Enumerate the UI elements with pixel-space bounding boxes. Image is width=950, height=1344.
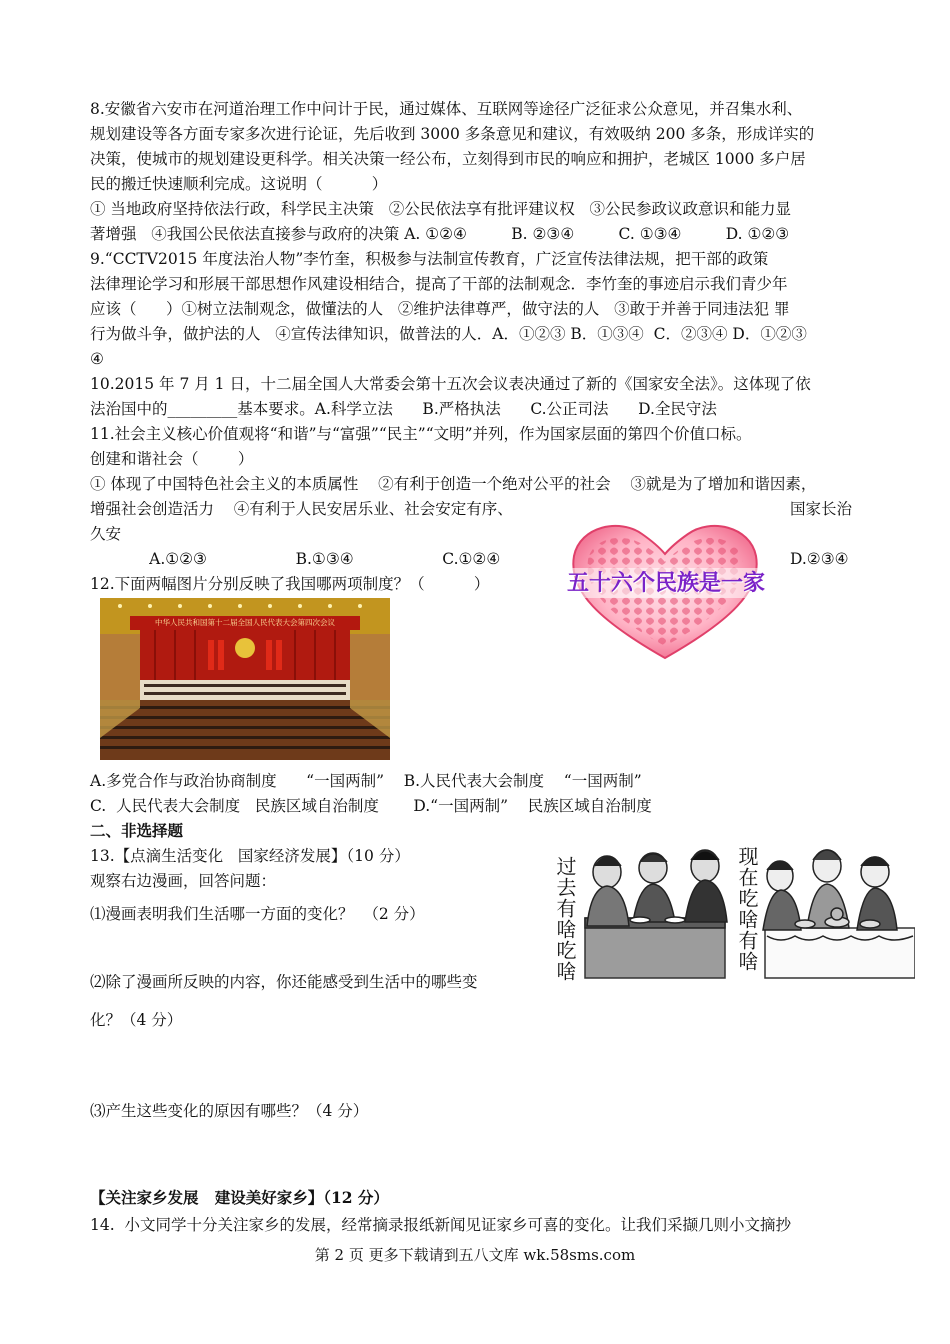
section-two-heading: 二、非选择题 bbox=[90, 821, 184, 840]
cartoon-left-caption: 过去有啥吃啥 bbox=[553, 856, 577, 982]
ethnic-unity-heart-image bbox=[560, 516, 770, 662]
q11-line-4: 增强社会创造活力 ④有利于人民安居乐业、社会安定有序、 bbox=[90, 500, 513, 518]
npc-hall-photo bbox=[100, 598, 390, 760]
q13-part-3: ⑶产生这些变化的原因有哪些？（4 分） bbox=[90, 1102, 369, 1120]
q14-section-heading: 【关注家乡发展 建设美好家乡】（12 分） bbox=[90, 1188, 389, 1207]
q8-line-6: 著增强 ④我国公民依法直接参与政府的决策 A. ①②④ B. ②③④ C. ①③④ D. ①②③ bbox=[90, 225, 790, 243]
q11-right-text: 国家长治 bbox=[790, 500, 853, 518]
cartoon-right-caption: 现在吃啥有啥 bbox=[735, 846, 759, 972]
q10-line-1: 10.2015 年 7 月 1 日，十二届全国人大常委会第十五次会议表决通过了新的《国家安全法》。这体现了依 bbox=[90, 375, 811, 393]
q11-options: A.①②③ B.①③④ C.①②④ bbox=[90, 550, 501, 568]
q9-line-3: 应该（ ）①树立法制观念，做懂法的人 ②维护法律尊严，做守法的人 ③敢于并善于同违法犯 罪 bbox=[90, 300, 790, 318]
q13-part-2-line-1: ⑵除了漫画所反映的内容，你还能感受到生活中的哪些变 bbox=[90, 973, 478, 991]
q8-line-3: 决策，使城市的规划建设更科学。相关决策一经公布，立刻得到市民的响应和拥护，老城区 1000 多户居 bbox=[90, 150, 806, 168]
q13-part-2-line-2: 化？（4 分） bbox=[90, 1011, 183, 1029]
page-footer: 第 2 页 更多下载请到五八文库 wk.58sms.com bbox=[314, 1246, 636, 1264]
q14-stem: 14. 小文同学十分关注家乡的发展，经常摘录报纸新闻见证家乡可喜的变化。让我们采撷几则小文摘抄 bbox=[90, 1216, 792, 1234]
q8-line-4: 民的搬迁快速顺利完成。这说明（ ） bbox=[90, 175, 388, 193]
q10-line-2: 法治国中的_________基本要求。A.科学立法 B.严格执法 C.公正司法 D.全民守法 bbox=[90, 400, 717, 418]
q9-line-2: 法律理论学习和形展干部思想作风建设相结合，提高了干部的法制观念．李竹奎的事迹启示我们青少年 bbox=[90, 275, 788, 293]
q8-line-2: 规划建设等各方面专家多次进行论证，先后收到 3000 多条意见和建议，有效吸纳 200 多条，形成详实的 bbox=[90, 125, 815, 143]
q11-line-3: ① 体现了中国特色社会主义的本质属性 ②有利于创造一个绝对公平的社会 ③就是为了增加和谐因素， bbox=[90, 475, 817, 493]
q11-line-2: 创建和谐社会（ ） bbox=[90, 450, 254, 468]
q9-line-5: ④ bbox=[90, 350, 104, 368]
q9-line-1: 9.“CCTV2015 年度法治人物”李竹奎，积极参与法制宣传教育，广泛宣传法律法规，把干部的政策 bbox=[90, 250, 769, 268]
q12-options-line-2: C. 人民代表大会制度 民族区域自治制度 D.“一国两制” 民族区域自治制度 bbox=[90, 797, 652, 815]
q9-line-4: 行为做斗争，做护法的人 ④宣传法律知识，做普法的人．A．①②③ B．①③④ C．②③④ D．①②③ bbox=[90, 325, 807, 343]
heart-caption: 五十六个民族是一家 bbox=[566, 571, 765, 596]
q12-stem: 12.下面两幅图片分别反映了我国哪两项制度？（ ） bbox=[90, 575, 490, 593]
q11-option-d: D.②③④ bbox=[790, 550, 849, 568]
q8-line-1: 8.安徽省六安市在河道治理工作中问计于民，通过媒体、互联网等途径广泛征求公众意见，并召集水利、 bbox=[90, 100, 803, 118]
q11-line-1: 11.社会主义核心价值观将“和谐”与“富强”“民主”“文明”并列，作为国家层面的第四个价值口标。 bbox=[90, 425, 752, 443]
q12-options-line-1: A.多党合作与政治协商制度 “一国两制” B.人民代表大会制度 “一国两制” bbox=[90, 772, 642, 790]
q13-instruction: 观察右边漫画，回答问题： bbox=[90, 872, 277, 890]
q11-line-5: 久安 bbox=[90, 525, 122, 543]
hall-banner-text: 中华人民共和国第十二届全国人民代表大会第四次会议 bbox=[155, 618, 335, 627]
life-change-cartoon bbox=[545, 836, 915, 984]
q13-part-1: ⑴漫画表明我们生活哪一方面的变化？ （2 分） bbox=[90, 905, 425, 923]
q13-heading: 13.【点滴生活变化 国家经济发展】（10 分） bbox=[90, 847, 410, 865]
q8-line-5: ① 当地政府坚持依法行政，科学民主决策 ②公民依法享有批评建议权 ③公民参政议政意识和能力显 bbox=[90, 200, 791, 218]
